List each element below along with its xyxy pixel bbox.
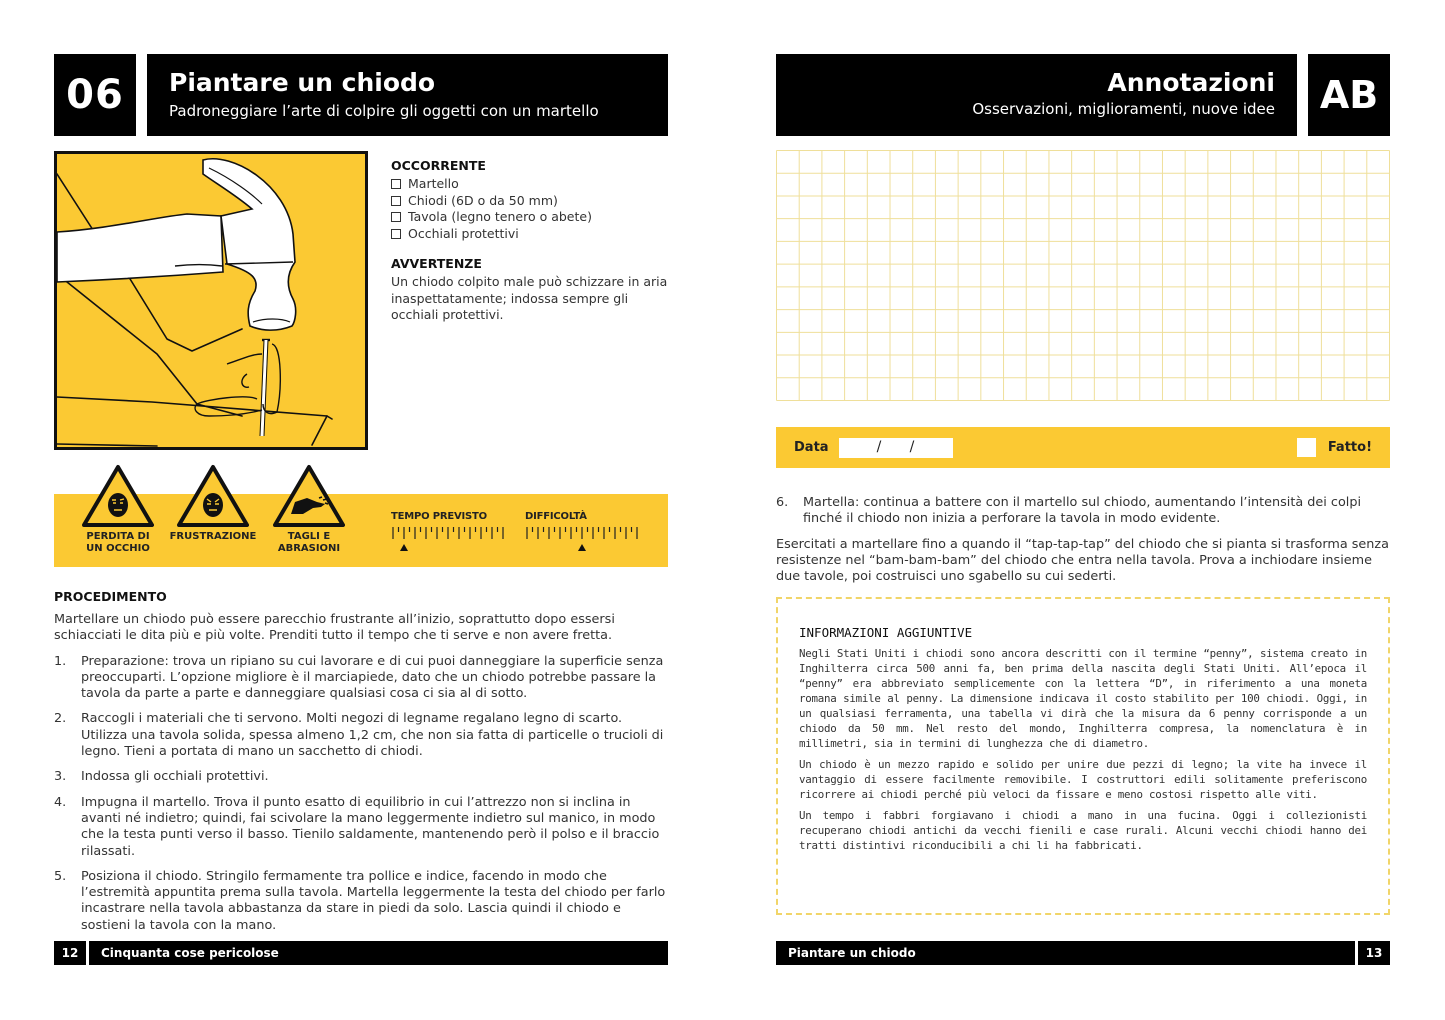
- notes-grid[interactable]: [776, 150, 1390, 401]
- checkbox-icon[interactable]: [391, 229, 401, 239]
- checkbox-icon[interactable]: [391, 179, 401, 189]
- avvertenze-heading: AVVERTENZE: [391, 256, 482, 271]
- notes-title: Annotazioni: [1107, 68, 1275, 97]
- closing-paragraph: Esercitati a martellare fino a quando il “tap-tap-tap” del chiodo che si pianta si trasforma senza resistenze nel “bam-bam-bam” del chiodo che entra nella tavola. Prova a inchiodare insieme due tavole, poi costruisci uno sgabello su cui sederti.: [776, 536, 1389, 585]
- date-field[interactable]: [839, 438, 953, 458]
- procedure-continued: [776, 495, 1390, 585]
- footer-chapter-title: Piantare un chiodo: [776, 941, 1355, 965]
- info-paragraph: Un chiodo è un mezzo rapido e solido per unire due pezzi di legno; la vite ha invece il vantaggio di essere facilmente removibile. I costruttori edili solitamente preferiscono ricorrere ai chiodi perché più veloci da fissare e meno costosi rispetto alle viti.: [799, 758, 1367, 801]
- hazard-label: PERDITA DI UN OCCHIO: [86, 531, 150, 554]
- hazard-cuts: [259, 464, 359, 555]
- checklist-item-label: Chiodi (6D o da 50 mm): [408, 192, 558, 208]
- procedure-step: 5. Posiziona il chiodo. Stringilo fermamente tra pollice e indice, facendo in modo che l’estremità appuntita prema sulla tavola. Martella leggermente la testa del chiodo per farlo incastrare nella tavola abbastanza da stare in piedi da solo. Lascia quindi il chiodo e sostieni la tavola con la mano.: [54, 868, 666, 933]
- scale-marker-icon: [400, 544, 408, 551]
- done-checkbox[interactable]: [1297, 438, 1316, 457]
- procedure-heading: PROCEDIMENTO: [54, 589, 167, 604]
- procedure-step: 1. Preparazione: trova un ripiano su cui lavorare e di cui puoi danneggiare la superficie senza preoccuparti. L’opzione migliore è il marciapiede, dato che un chiodo potrebbe passare la tavola da parte a parte e danneggiare qualsiasi cosa ci sia al di sotto.: [54, 653, 664, 702]
- page-number-left: 12: [54, 941, 86, 965]
- procedure-step: 6. Martella: continua a battere con il martello sul chiodo, aumentando l’intensità dei colpi finché il chiodo non inizia a perforare la tavola in modo evidente.: [776, 495, 1362, 527]
- difficolta-label: DIFFICOLTÀ: [525, 511, 587, 522]
- notes-header: [776, 54, 1297, 136]
- hammer-hand-icon: [57, 154, 365, 447]
- checkbox-icon[interactable]: [391, 212, 401, 222]
- occorrente-list: [391, 176, 668, 242]
- checklist-item[interactable]: [391, 209, 668, 226]
- hammer-nail-illustration: [54, 151, 368, 450]
- difficolta-ruler: [525, 525, 641, 553]
- chapter-header: [147, 54, 668, 136]
- notes-badge: AB: [1308, 54, 1390, 136]
- footer-book-title: Cinquanta cose pericolose: [89, 941, 668, 965]
- avvertenze-text: Un chiodo colpito male può schizzare in aria inaspettatamente; indossa sempre gli occhiali protettivi.: [391, 274, 668, 322]
- hazard-frustration: [163, 464, 263, 543]
- procedure-intro: Martellare un chiodo può essere parecchio frustrante all’inizio, soprattutto dopo essersi schiacciati le dita più e più volte. Prenditi tutto il tempo che ti serve e non avere fretta.: [54, 612, 615, 644]
- procedure-section: [54, 589, 668, 943]
- occorrente-heading: OCCORRENTE: [391, 158, 486, 173]
- info-paragraph: Negli Stati Uniti i chiodi sono ancora descritti con il termine “penny”, sistema creato in Inghilterra circa 500 anni fa, ben prima della nascita degli Stati Uniti. All’epoca il “penny” era abbreviato semplicemente con la lettera “D”, in riferimento a una moneta romana simile al penny. La dimensione indicava il costo stabilito per 100 chiodi. Oggi, in un qualsiasi ferramenta, una tabella vi dirà che la misura da 6 penny corrisponde a un chiodo da 50 mm. Nel resto del mondo, Inghilterra compresa, la nomenclatura è in millimetri, sia in termini di lunghezza che di diametro.: [799, 647, 1367, 750]
- page-number-right: 13: [1358, 941, 1390, 965]
- info-paragraph: Un tempo i fabbri forgiavano i chiodi a mano in una fucina. Oggi i collezionisti recuperano chiodi antichi da vecchi fienili e case rurali. Alcuni vecchi chiodi hanno dei tratti distintivi riconducibili a chi li ha fabbricati.: [799, 809, 1367, 852]
- frustration-warning-icon: [177, 464, 249, 528]
- scale-marker-icon: [578, 544, 586, 551]
- hazard-label: TAGLI E ABRASIONI: [277, 531, 341, 554]
- checklist-item[interactable]: [391, 226, 668, 243]
- date-bar: [776, 427, 1390, 468]
- eye-loss-warning-icon: [82, 464, 154, 528]
- hazard-label: FRUSTRAZIONE: [169, 531, 257, 542]
- notes-subtitle: Osservazioni, miglioramenti, nuove idee: [972, 100, 1275, 118]
- tempo-previsto-label: TEMPO PREVISTO: [391, 511, 487, 522]
- checklist-item-label: Martello: [408, 176, 459, 191]
- procedure-steps: [54, 654, 668, 934]
- page-title: Piantare un chiodo: [169, 68, 436, 97]
- checklist-item[interactable]: [391, 193, 668, 210]
- checklist-item-label: Occhiali protettivi: [408, 225, 519, 241]
- date-label: Data: [794, 440, 829, 455]
- date-separator: /: [876, 438, 882, 455]
- tempo-previsto-scale: [391, 511, 511, 553]
- checklist-item[interactable]: [391, 176, 668, 193]
- page-subtitle: Padroneggiare l’arte di colpire gli oggetti con un martello: [169, 102, 599, 120]
- difficolta-scale: [525, 511, 645, 553]
- tempo-previsto-ruler: [391, 525, 507, 553]
- procedure-step: 4. Impugna il martello. Trova il punto esatto di equilibrio in cui l’attrezzo non si inclina in avanti né indietro; quindi, fai scivolare la mano leggermente indietro sul manico, in modo che la testa punti verso il basso. Tienilo saldamente, mantenendo però il polso e il braccio rilassati.: [54, 794, 660, 859]
- info-heading: INFORMAZIONI AGGIUNTIVE: [799, 625, 973, 640]
- checklist-item-label: Tavola (legno tenero o abete): [408, 209, 592, 224]
- hazard-eye-loss: [68, 464, 168, 555]
- additional-info-box: [776, 597, 1390, 915]
- procedure-step: 2. Raccogli i materiali che ti servono. Molti negozi di legname regalano legno di scarto. Utilizza una tavola solida, spessa almeno 1,2 cm, che non sia fatta di particelle o trucioli di legno. Tieni a portata di mano un sacchetto di chiodi.: [54, 711, 664, 760]
- procedure-step: 3. Indossa gli occhiali protettivi.: [54, 769, 269, 785]
- chapter-number: 06: [54, 54, 136, 136]
- cuts-warning-icon: [273, 464, 345, 528]
- requirements-panel: [391, 158, 668, 324]
- date-separator: /: [909, 438, 915, 455]
- checkbox-icon[interactable]: [391, 196, 401, 206]
- done-label: Fatto!: [1327, 440, 1372, 455]
